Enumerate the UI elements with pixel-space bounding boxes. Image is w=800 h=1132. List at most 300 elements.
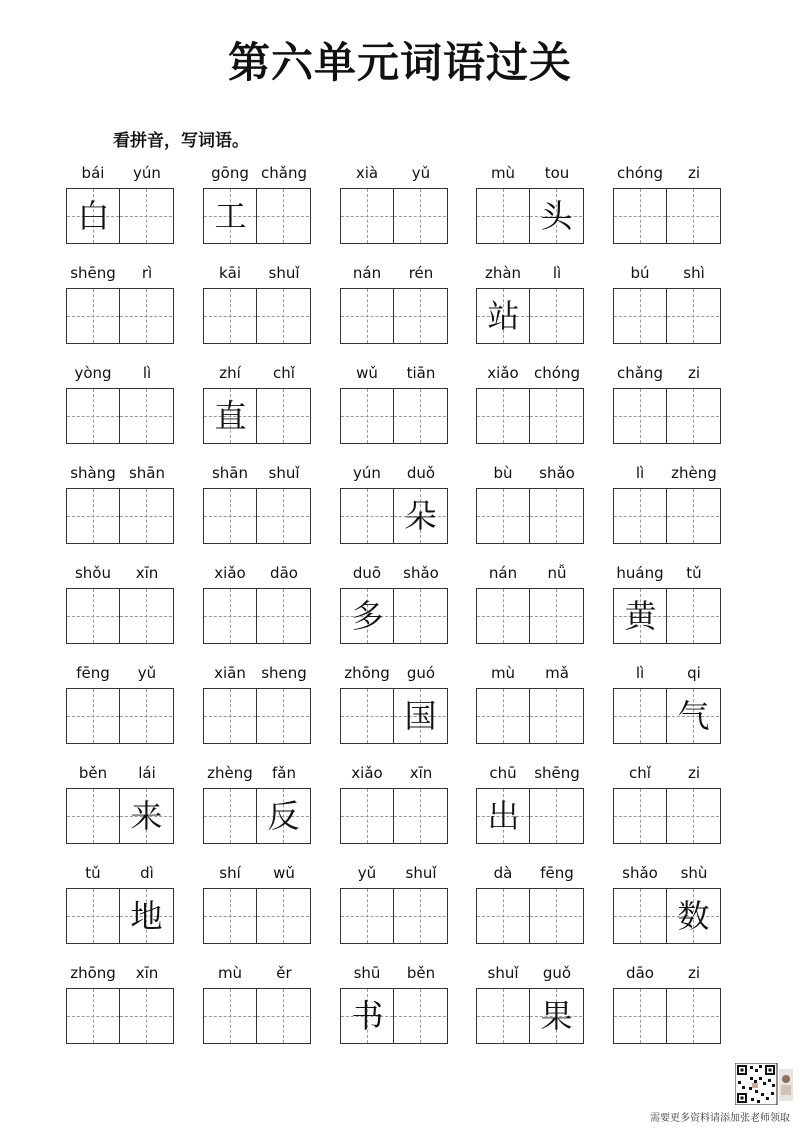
- tianzige-pair: [340, 788, 448, 844]
- character-cell-filled: [530, 989, 583, 1043]
- character-cell-blank[interactable]: [667, 489, 720, 543]
- tianzige-pair: [613, 888, 721, 944]
- word-item: [203, 360, 311, 450]
- character-cell-blank[interactable]: [394, 189, 447, 243]
- pinyin-pair: [203, 864, 311, 884]
- pinyin-syllable: lì: [635, 464, 645, 482]
- word-item: [66, 260, 174, 350]
- tianzige-pair: [203, 788, 311, 844]
- tianzige-pair: [613, 188, 721, 244]
- character-cell-blank[interactable]: [67, 689, 120, 743]
- tianzige-pair: [66, 788, 174, 844]
- character-cell-filled: [394, 689, 447, 743]
- cell-guide-horizontal: [614, 916, 666, 917]
- character-cell-blank[interactable]: [120, 689, 173, 743]
- pinyin-syllable: chǎng: [261, 164, 307, 182]
- cell-guide-horizontal: [530, 916, 582, 917]
- word-item: [203, 860, 311, 950]
- given-character: 国: [404, 697, 437, 735]
- word-item: [203, 260, 311, 350]
- character-cell-filled: [530, 189, 583, 243]
- cell-guide-horizontal: [341, 416, 393, 417]
- word-item: [476, 360, 584, 450]
- pinyin-pair: [66, 864, 174, 884]
- pinyin-syllable: xiǎo: [214, 564, 246, 582]
- cell-guide-horizontal: [257, 316, 309, 317]
- tianzige-pair: [203, 388, 311, 444]
- character-cell-blank[interactable]: [614, 489, 667, 543]
- character-cell-blank[interactable]: [614, 789, 667, 843]
- character-cell-blank[interactable]: [341, 489, 394, 543]
- character-cell-blank[interactable]: [257, 389, 310, 443]
- given-character: 直: [214, 397, 247, 435]
- character-cell-blank[interactable]: [667, 189, 720, 243]
- instruction-text: 看拼音，写词语。: [113, 131, 249, 151]
- cell-guide-horizontal: [394, 416, 446, 417]
- character-cell-blank[interactable]: [120, 489, 173, 543]
- character-cell-filled: [204, 189, 257, 243]
- cell-guide-horizontal: [614, 1016, 666, 1017]
- pinyin-syllable: lì: [142, 364, 152, 382]
- tianzige-pair: [340, 988, 448, 1044]
- character-cell-blank[interactable]: [257, 289, 310, 343]
- cell-guide-horizontal: [477, 616, 529, 617]
- pinyin-pair: [340, 664, 448, 684]
- tianzige-pair: [613, 588, 721, 644]
- character-cell-blank[interactable]: [257, 989, 310, 1043]
- given-character: 反: [267, 797, 300, 835]
- cell-guide-horizontal: [477, 916, 529, 917]
- character-cell-blank[interactable]: [394, 389, 447, 443]
- cell-guide-horizontal: [667, 316, 719, 317]
- character-cell-blank[interactable]: [614, 689, 667, 743]
- character-cell-blank[interactable]: [67, 789, 120, 843]
- pinyin-syllable: zhàn: [484, 264, 522, 282]
- cell-guide-horizontal: [614, 316, 666, 317]
- given-character: 气: [677, 697, 710, 735]
- character-cell-blank[interactable]: [204, 689, 257, 743]
- pinyin-syllable: zhèng: [207, 764, 253, 782]
- given-character: 白: [77, 197, 110, 235]
- pinyin-syllable: zhí: [219, 364, 241, 382]
- cell-guide-horizontal: [477, 716, 529, 717]
- pinyin-syllable: guǒ: [542, 964, 572, 982]
- pinyin-syllable: yǔ: [411, 164, 431, 182]
- character-cell-blank[interactable]: [530, 789, 583, 843]
- cell-guide-horizontal: [667, 1016, 719, 1017]
- pinyin-pair: [203, 664, 311, 684]
- tianzige-pair: [66, 988, 174, 1044]
- pinyin-syllable: chǐ: [273, 364, 295, 382]
- cell-guide-horizontal: [614, 516, 666, 517]
- pinyin-syllable: mù: [490, 664, 516, 682]
- given-character: 地: [130, 897, 163, 935]
- tianzige-pair: [476, 388, 584, 444]
- pinyin-syllable: chóng: [617, 164, 663, 182]
- tianzige-pair: [66, 688, 174, 744]
- pinyin-syllable: qi: [687, 664, 701, 682]
- character-cell-blank[interactable]: [341, 889, 394, 943]
- character-cell-blank[interactable]: [204, 289, 257, 343]
- tianzige-pair: [476, 788, 584, 844]
- cell-guide-horizontal: [614, 416, 666, 417]
- pinyin-syllable: duǒ: [406, 464, 436, 482]
- tianzige-pair: [613, 988, 721, 1044]
- tianzige-pair: [613, 688, 721, 744]
- character-cell-blank[interactable]: [667, 389, 720, 443]
- cell-guide-horizontal: [67, 616, 119, 617]
- word-item: [476, 560, 584, 650]
- cell-guide-horizontal: [341, 916, 393, 917]
- tianzige-pair: [340, 888, 448, 944]
- pinyin-pair: [613, 664, 721, 684]
- pinyin-syllable: shān: [128, 464, 166, 482]
- tianzige-pair: [613, 788, 721, 844]
- word-item: [613, 960, 721, 1050]
- character-cell-blank[interactable]: [477, 689, 530, 743]
- pinyin-syllable: rén: [408, 264, 434, 282]
- character-cell-blank[interactable]: [667, 989, 720, 1043]
- pinyin-syllable: mǎ: [545, 664, 569, 682]
- word-row: [66, 960, 726, 1060]
- cell-guide-horizontal: [67, 416, 119, 417]
- character-cell-filled: [394, 489, 447, 543]
- character-cell-blank[interactable]: [477, 189, 530, 243]
- word-item: [340, 260, 448, 350]
- word-item: [203, 960, 311, 1050]
- tianzige-pair: [203, 588, 311, 644]
- pinyin-pair: [203, 364, 311, 384]
- tianzige-pair: [476, 488, 584, 544]
- cell-guide-horizontal: [341, 516, 393, 517]
- cell-guide-horizontal: [341, 216, 393, 217]
- cell-guide-horizontal: [614, 716, 666, 717]
- cell-guide-horizontal: [530, 416, 582, 417]
- character-cell-blank[interactable]: [394, 289, 447, 343]
- cell-guide-horizontal: [394, 616, 446, 617]
- character-cell-filled: [667, 889, 720, 943]
- tianzige-pair: [66, 588, 174, 644]
- word-item: [613, 160, 721, 250]
- character-cell-blank[interactable]: [67, 289, 120, 343]
- character-cell-blank[interactable]: [477, 989, 530, 1043]
- given-character: 出: [487, 797, 520, 835]
- character-cell-blank[interactable]: [341, 389, 394, 443]
- pinyin-pair: [476, 464, 584, 484]
- character-cell-blank[interactable]: [530, 489, 583, 543]
- word-item: [203, 560, 311, 650]
- character-cell-blank[interactable]: [394, 589, 447, 643]
- word-item: [66, 460, 174, 550]
- cell-guide-horizontal: [204, 316, 256, 317]
- tianzige-pair: [613, 488, 721, 544]
- qr-code-icon: [735, 1063, 793, 1105]
- cell-guide-horizontal: [341, 816, 393, 817]
- pinyin-syllable: shān: [211, 464, 249, 482]
- pinyin-syllable: zi: [687, 364, 701, 382]
- cell-guide-horizontal: [120, 616, 172, 617]
- word-item: [340, 660, 448, 750]
- cell-guide-horizontal: [204, 616, 256, 617]
- character-cell-blank[interactable]: [614, 189, 667, 243]
- word-item: [66, 360, 174, 450]
- tianzige-pair: [340, 288, 448, 344]
- character-cell-blank[interactable]: [257, 689, 310, 743]
- cell-guide-horizontal: [204, 516, 256, 517]
- character-cell-blank[interactable]: [257, 889, 310, 943]
- character-cell-filled: [120, 889, 173, 943]
- pinyin-syllable: xià: [355, 164, 379, 182]
- character-cell-blank[interactable]: [204, 889, 257, 943]
- character-cell-filled: [204, 389, 257, 443]
- character-cell-filled: [341, 989, 394, 1043]
- cell-guide-horizontal: [67, 716, 119, 717]
- cell-guide-horizontal: [394, 1016, 446, 1017]
- character-cell-blank[interactable]: [530, 689, 583, 743]
- tianzige-pair: [66, 488, 174, 544]
- character-cell-blank[interactable]: [530, 289, 583, 343]
- pinyin-syllable: chóng: [534, 364, 580, 382]
- pinyin-pair: [203, 964, 311, 984]
- pinyin-syllable: fǎn: [272, 764, 296, 782]
- pinyin-syllable: duō: [352, 564, 382, 582]
- pinyin-syllable: xiǎo: [487, 364, 519, 382]
- word-item: [66, 860, 174, 950]
- cell-guide-horizontal: [614, 216, 666, 217]
- pinyin-syllable: tou: [544, 164, 570, 182]
- given-character: 数: [677, 897, 710, 935]
- character-cell-filled: [614, 589, 667, 643]
- cell-guide-horizontal: [257, 716, 309, 717]
- character-cell-blank[interactable]: [614, 289, 667, 343]
- pinyin-pair: [66, 664, 174, 684]
- tianzige-pair: [340, 688, 448, 744]
- cell-guide-horizontal: [257, 416, 309, 417]
- cell-guide-horizontal: [67, 1016, 119, 1017]
- tianzige-pair: [476, 988, 584, 1044]
- character-cell-blank[interactable]: [120, 289, 173, 343]
- word-item: [476, 260, 584, 350]
- character-cell-blank[interactable]: [67, 389, 120, 443]
- word-item: [476, 860, 584, 950]
- character-cell-blank[interactable]: [477, 889, 530, 943]
- word-row: [66, 160, 726, 260]
- pinyin-syllable: yǔ: [357, 864, 377, 882]
- pinyin-syllable: nán: [352, 264, 382, 282]
- cell-guide-horizontal: [530, 716, 582, 717]
- character-cell-blank[interactable]: [67, 989, 120, 1043]
- cell-guide-horizontal: [477, 416, 529, 417]
- pinyin-pair: [613, 464, 721, 484]
- word-item: [613, 660, 721, 750]
- character-cell-blank[interactable]: [530, 889, 583, 943]
- character-cell-filled: [477, 789, 530, 843]
- pinyin-pair: [476, 864, 584, 884]
- tianzige-pair: [203, 188, 311, 244]
- character-cell-blank[interactable]: [204, 489, 257, 543]
- pinyin-pair: [613, 164, 721, 184]
- character-cell-blank[interactable]: [394, 989, 447, 1043]
- pinyin-pair: [613, 264, 721, 284]
- pinyin-syllable: shēng: [534, 764, 580, 782]
- word-item: [340, 760, 448, 850]
- pinyin-syllable: wǔ: [273, 864, 295, 882]
- character-cell-blank[interactable]: [530, 389, 583, 443]
- pinyin-pair: [203, 164, 311, 184]
- word-item: [66, 160, 174, 250]
- pinyin-syllable: shuǐ: [268, 464, 300, 482]
- pinyin-syllable: guó: [406, 664, 436, 682]
- character-cell-blank[interactable]: [204, 589, 257, 643]
- cell-guide-horizontal: [477, 1016, 529, 1017]
- cell-guide-horizontal: [530, 516, 582, 517]
- pinyin-pair: [476, 964, 584, 984]
- cell-guide-horizontal: [257, 516, 309, 517]
- pinyin-syllable: zhèng: [671, 464, 717, 482]
- cell-guide-horizontal: [120, 316, 172, 317]
- word-item: [340, 560, 448, 650]
- pinyin-syllable: shí: [219, 864, 241, 882]
- tianzige-pair: [66, 388, 174, 444]
- pinyin-pair: [340, 764, 448, 784]
- cell-guide-horizontal: [394, 216, 446, 217]
- tianzige-pair: [203, 688, 311, 744]
- word-item: [613, 360, 721, 450]
- character-cell-blank[interactable]: [394, 889, 447, 943]
- character-cell-blank[interactable]: [477, 589, 530, 643]
- character-cell-blank[interactable]: [67, 489, 120, 543]
- character-cell-blank[interactable]: [477, 489, 530, 543]
- character-cell-blank[interactable]: [614, 389, 667, 443]
- pinyin-syllable: yún: [353, 464, 381, 482]
- pinyin-pair: [476, 264, 584, 284]
- cell-guide-horizontal: [477, 216, 529, 217]
- tianzige-pair: [203, 988, 311, 1044]
- tianzige-pair: [66, 288, 174, 344]
- word-item: [613, 860, 721, 950]
- word-item: [340, 360, 448, 450]
- character-cell-blank[interactable]: [667, 589, 720, 643]
- pinyin-syllable: zi: [687, 164, 701, 182]
- pinyin-syllable: dāo: [626, 964, 654, 982]
- tianzige-pair: [340, 588, 448, 644]
- pinyin-syllable: shǎo: [539, 464, 575, 482]
- character-cell-blank[interactable]: [204, 789, 257, 843]
- tianzige-pair: [203, 288, 311, 344]
- character-cell-blank[interactable]: [341, 789, 394, 843]
- pinyin-syllable: lái: [138, 764, 156, 782]
- pinyin-syllable: wǔ: [356, 364, 378, 382]
- pinyin-syllable: sheng: [261, 664, 307, 682]
- cell-guide-horizontal: [120, 216, 172, 217]
- pinyin-pair: [340, 264, 448, 284]
- pinyin-syllable: běn: [78, 764, 108, 782]
- pinyin-syllable: yòng: [74, 364, 112, 382]
- character-cell-blank[interactable]: [341, 689, 394, 743]
- pinyin-pair: [66, 364, 174, 384]
- character-cell-blank[interactable]: [667, 289, 720, 343]
- tianzige-pair: [340, 388, 448, 444]
- pinyin-syllable: lì: [552, 264, 562, 282]
- pinyin-syllable: shǎo: [622, 864, 658, 882]
- cell-guide-horizontal: [667, 616, 719, 617]
- character-cell-blank[interactable]: [257, 589, 310, 643]
- character-cell-blank[interactable]: [667, 789, 720, 843]
- character-cell-blank[interactable]: [257, 189, 310, 243]
- pinyin-syllable: xīn: [409, 764, 433, 782]
- character-cell-blank[interactable]: [341, 189, 394, 243]
- character-cell-blank[interactable]: [120, 389, 173, 443]
- pinyin-syllable: dāo: [270, 564, 298, 582]
- pinyin-syllable: yún: [133, 164, 161, 182]
- pinyin-syllable: lì: [635, 664, 645, 682]
- given-character: 多: [351, 597, 384, 635]
- word-item: [203, 660, 311, 750]
- pinyin-syllable: shēng: [70, 264, 116, 282]
- cell-guide-horizontal: [120, 716, 172, 717]
- given-character: 朵: [404, 497, 437, 535]
- pinyin-syllable: gōng: [211, 164, 249, 182]
- pinyin-pair: [613, 364, 721, 384]
- character-cell-blank[interactable]: [120, 189, 173, 243]
- word-item: [340, 160, 448, 250]
- character-cell-blank[interactable]: [67, 889, 120, 943]
- cell-guide-horizontal: [257, 616, 309, 617]
- character-cell-blank[interactable]: [67, 589, 120, 643]
- tianzige-pair: [203, 488, 311, 544]
- pinyin-pair: [476, 564, 584, 584]
- pinyin-syllable: kāi: [218, 264, 242, 282]
- character-cell-blank[interactable]: [614, 989, 667, 1043]
- pinyin-syllable: rì: [141, 264, 153, 282]
- character-cell-blank[interactable]: [120, 989, 173, 1043]
- character-cell-blank[interactable]: [120, 589, 173, 643]
- cell-guide-horizontal: [67, 316, 119, 317]
- character-cell-blank[interactable]: [614, 889, 667, 943]
- character-cell-blank[interactable]: [394, 789, 447, 843]
- pinyin-syllable: dà: [493, 864, 513, 882]
- character-cell-blank[interactable]: [341, 289, 394, 343]
- pinyin-syllable: shuǐ: [487, 964, 519, 982]
- cell-guide-horizontal: [204, 1016, 256, 1017]
- pinyin-pair: [476, 664, 584, 684]
- character-cell-filled: [667, 689, 720, 743]
- tianzige-pair: [476, 888, 584, 944]
- cell-guide-horizontal: [667, 216, 719, 217]
- word-grid: [66, 160, 726, 1060]
- cell-guide-horizontal: [257, 1016, 309, 1017]
- cell-guide-horizontal: [477, 516, 529, 517]
- tianzige-pair: [340, 188, 448, 244]
- character-cell-blank[interactable]: [530, 589, 583, 643]
- character-cell-blank[interactable]: [204, 989, 257, 1043]
- tianzige-pair: [613, 288, 721, 344]
- given-character: 工: [214, 197, 247, 235]
- pinyin-syllable: shàng: [70, 464, 116, 482]
- character-cell-blank[interactable]: [477, 389, 530, 443]
- tianzige-pair: [66, 888, 174, 944]
- pinyin-syllable: tiān: [406, 364, 436, 382]
- character-cell-filled: [477, 289, 530, 343]
- character-cell-blank[interactable]: [257, 489, 310, 543]
- pinyin-syllable: ěr: [276, 964, 292, 982]
- word-item: [476, 960, 584, 1050]
- word-item: [203, 160, 311, 250]
- cell-guide-horizontal: [120, 416, 172, 417]
- tianzige-pair: [476, 288, 584, 344]
- pinyin-syllable: mù: [217, 964, 243, 982]
- pinyin-syllable: bú: [630, 264, 650, 282]
